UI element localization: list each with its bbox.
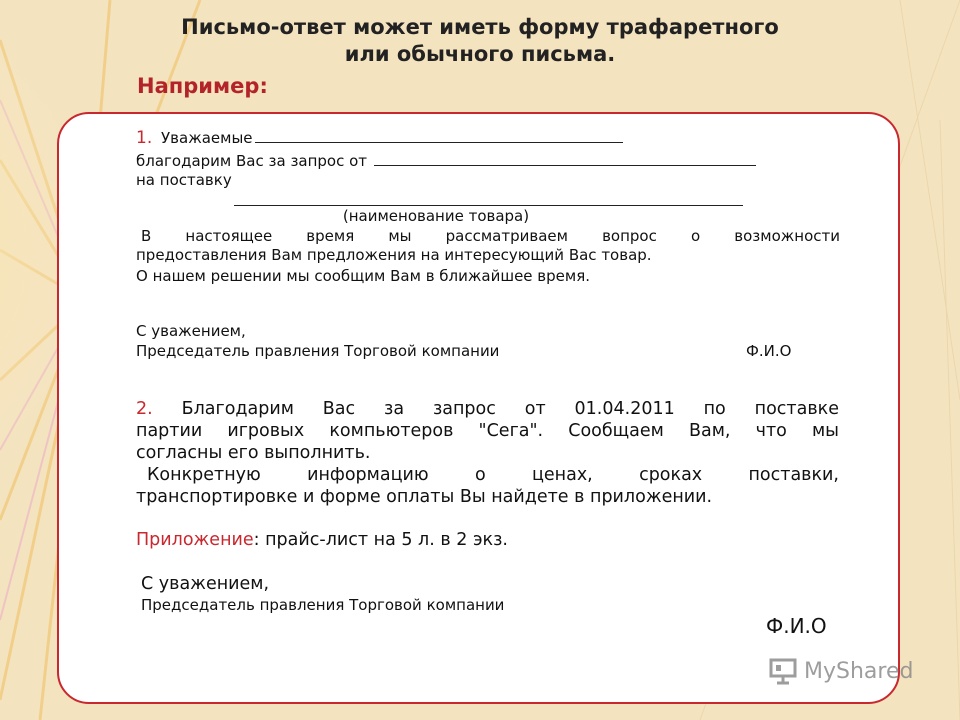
letter1-number: 1. (136, 128, 153, 148)
letter2-line3: согласны его выполнить. (136, 443, 371, 463)
letter1-para1-line1: В настоящее время мы рассматриваем вопрос о возможности (141, 227, 840, 245)
letter2-line4: Конкретную информацию о ценах, сроках поставки, (147, 465, 839, 485)
title-line-2: или обычного письма. (344, 42, 616, 66)
slide-subtitle: Например: (137, 74, 268, 98)
letter2-line2: партии игровых компьютеров "Сега". Сообщаем Вам, что мы (136, 421, 839, 441)
letter2-line5: транспортировке и форме оплаты Вы найдете в приложении. (136, 487, 713, 507)
letter1-position: Председатель правления Торговой компании (136, 342, 500, 360)
letter2-regards: С уважением, (141, 574, 270, 594)
letter1-regards: С уважением, (136, 322, 246, 340)
letter1-product-caption: (наименование товара) (342, 207, 530, 225)
letter2-attachment (136, 530, 508, 550)
slide-title (0, 14, 960, 68)
presentation-board-icon (768, 656, 798, 686)
letter1-salutation: Уважаемые (161, 129, 253, 147)
letter2-position: Председатель правления Торговой компании (141, 596, 505, 614)
salutation-blank-line (255, 142, 623, 143)
letter1-thanks-row (136, 152, 756, 170)
title-line-1: Письмо-ответ может иметь форму трафаретного (181, 15, 779, 39)
letter1-signature: Ф.И.О (746, 342, 792, 360)
letter2-line1 (136, 399, 839, 419)
letter1-para1-line2: предоставления Вам предложения на интересующий Вас товар. (136, 246, 652, 264)
letter2-line1-text: Благодарим Вас за запрос от 01.04.2011 по поставке (181, 399, 839, 419)
letter1-salutation-row (136, 128, 623, 148)
letter2-number: 2. (136, 399, 153, 419)
product-blank-line (234, 205, 743, 206)
attachment-text: : прайс-лист на 5 л. в 2 экз. (253, 530, 508, 550)
letter1-para2: О нашем решении мы сообщим Вам в ближайшее время. (136, 267, 590, 285)
watermark (768, 656, 913, 686)
letter1-thanks: благодарим Вас за запрос от (136, 152, 368, 170)
letter2-signature: Ф.И.О (766, 614, 827, 638)
request-blank-line (374, 165, 756, 166)
watermark-text: MyShared (804, 658, 914, 684)
letter1-supply: на поставку (136, 171, 232, 189)
attachment-label: Приложение (136, 530, 254, 550)
